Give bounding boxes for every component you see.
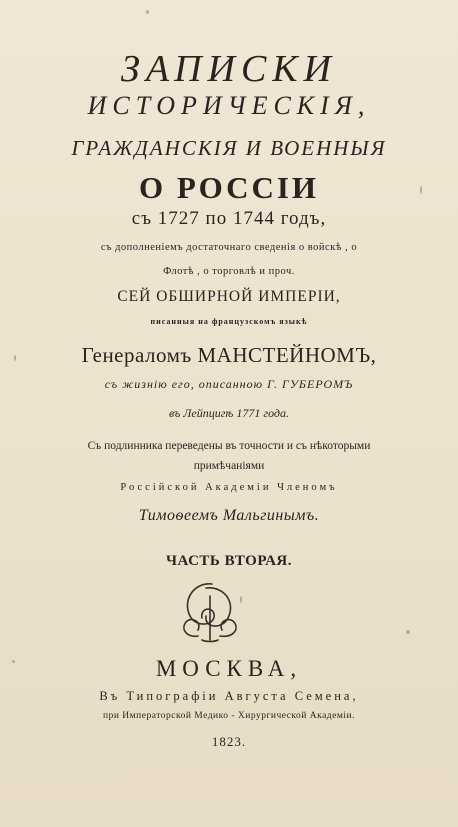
language-note: писанныя на французскомъ языкѣ <box>150 317 308 326</box>
translator-name: Тимоѳеемъ Мальгинымъ. <box>138 507 320 524</box>
monogram-ornament <box>172 578 248 646</box>
biography-note: съ жизнію его, описанною Г. ГУБЕРОМЪ <box>104 377 354 391</box>
imprint-press: Въ Типографіи Августа Семена, <box>99 689 359 703</box>
title-line-3: ГРАЖДАНСКІЯ И ВОЕННЫЯ <box>71 136 387 160</box>
author-line: Генераломъ МАНСТЕЙНОМЪ, <box>81 343 377 367</box>
translation-note-1: Съ подлинника переведены въ точности и съ нѣкоторыми <box>87 440 371 452</box>
imprint-academy: при Императорской Медико - Хирургической Академіи. <box>103 711 355 721</box>
subtitle-line-3: СЕЙ ОБШИРНОЙ ИМПЕРІИ, <box>117 288 341 305</box>
volume-label: ЧАСТЬ ВТОРАЯ. <box>165 553 293 569</box>
original-edition-note: въ Лейпцигѣ 1771 года. <box>168 406 289 420</box>
imprint-city: МОСКВА, <box>155 656 303 681</box>
subtitle-line-2: Флотѣ , о торговлѣ и проч. <box>163 266 295 277</box>
subtitle-line-1: съ дополненіемъ достаточнаго сведенія о войскѣ , о <box>100 242 358 253</box>
title-line-2: ИСТОРИЧЕСКІЯ, <box>87 91 371 120</box>
title-line-4: О РОССІИ <box>138 170 320 205</box>
translation-note-2: примѣчаніями <box>193 460 265 472</box>
translator-affiliation: Россійской Академіи Членомъ <box>120 482 338 493</box>
imprint-year: 1823. <box>211 734 247 749</box>
title-line-1: ЗАПИСКИ <box>121 48 337 90</box>
date-range: съ 1727 по 1744 годъ, <box>131 208 327 229</box>
